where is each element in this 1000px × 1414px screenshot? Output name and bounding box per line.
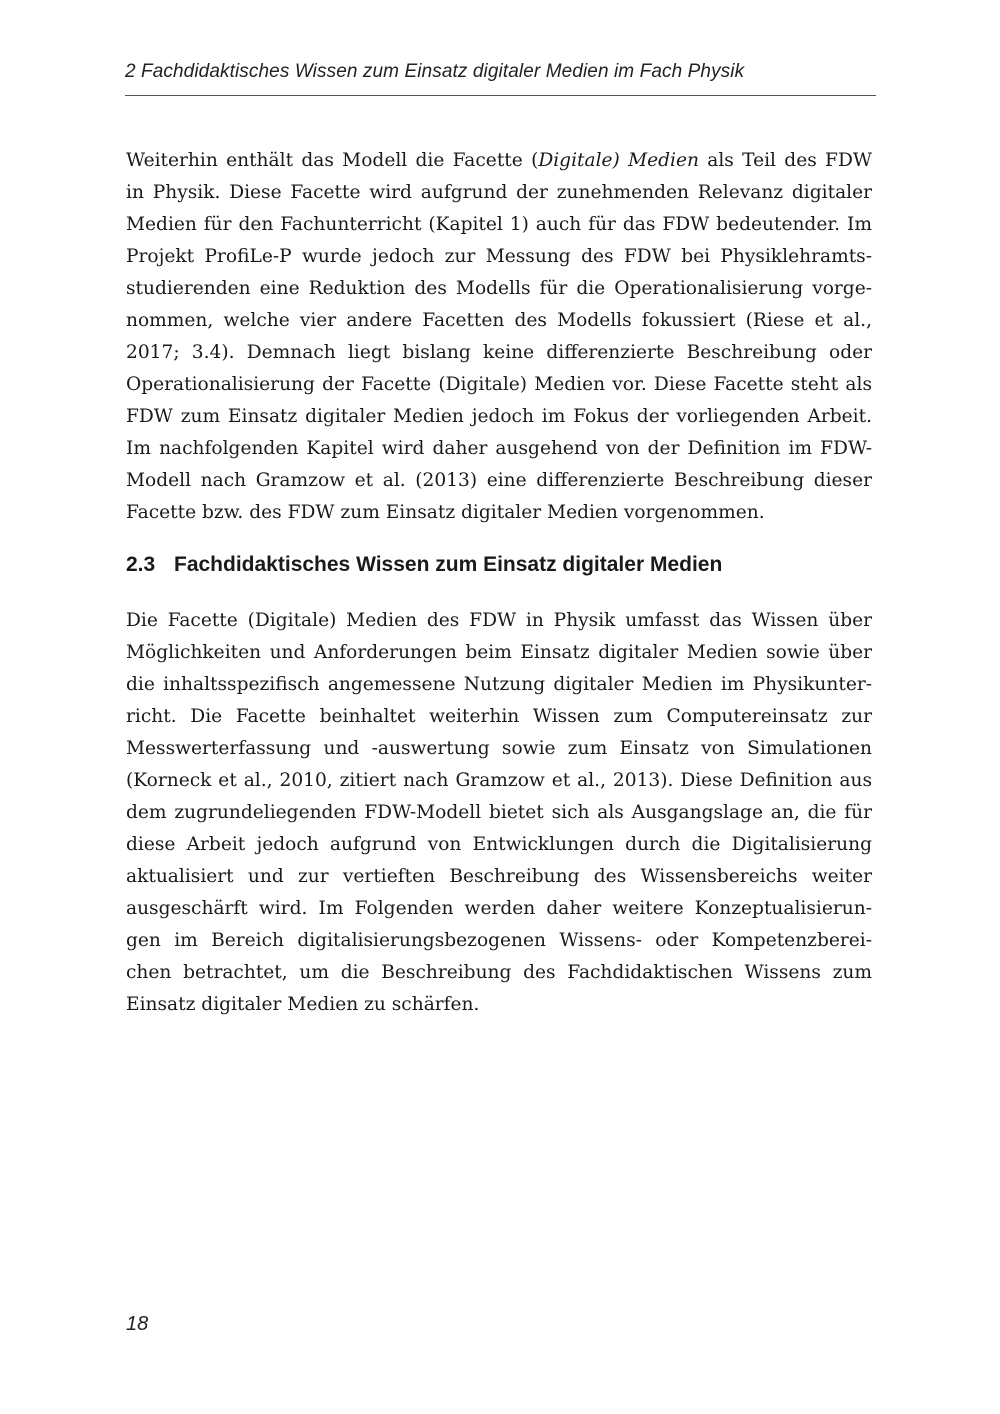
section-number: 2.3: [126, 553, 156, 576]
running-header: [125, 60, 876, 96]
paragraph-line: die inhaltsspezifisch angemessene Nutzung digitaler Medien im Physikunter-: [126, 674, 872, 695]
paragraph-line: Die Facette (Digitale) Medien des FDW in Physik umfasst das Wissen über: [126, 610, 872, 631]
paragraph-line: ausgeschärft wird. Im Folgenden werden daher weitere Konzeptualisierun-: [126, 898, 872, 919]
running-header-title: 2 Fachdidaktisches Wissen zum Einsatz digitaler Medien im Fach Physik: [125, 61, 745, 82]
paragraph-line: dem zugrundeliegenden FDW-Modell bietet sich als Ausgangslage an, die für: [126, 802, 872, 823]
paragraph-line: (Korneck et al., 2010, zitiert nach Gramzow et al., 2013). Diese Definition aus: [126, 770, 872, 791]
section-heading: [126, 551, 722, 579]
paragraph-line: 2017; 3.4). Demnach liegt bislang keine differenzierte Beschreibung oder: [126, 342, 872, 363]
paragraph-line: nommen, welche vier andere Facetten des Modells fokussiert (Riese et al.,: [126, 310, 872, 331]
page-number: 18: [126, 1313, 149, 1335]
body-paragraph-2: [126, 605, 872, 1021]
body-paragraph-1: [126, 145, 872, 529]
paragraph-line: diese Arbeit jedoch aufgrund von Entwicklungen durch die Digitalisierung: [126, 834, 872, 855]
paragraph-line: Einsatz digitaler Medien zu schärfen.: [126, 994, 480, 1015]
italic-term: Digitale) Medien: [538, 150, 699, 171]
paragraph-line: aktualisiert und zur vertieften Beschreibung des Wissensbereichs weiter: [126, 866, 872, 887]
paragraph-line: studierenden eine Reduktion des Modells für die Operationalisierung vorge-: [126, 278, 872, 299]
paragraph-line: FDW zum Einsatz digitaler Medien jedoch im Fokus der vorliegenden Arbeit.: [126, 406, 872, 427]
paragraph-line: Medien für den Fachunterricht (Kapitel 1) auch für das FDW bedeutender. Im: [126, 214, 872, 235]
paragraph-line: gen im Bereich digitalisierungsbezogenen Wissens- oder Kompetenzberei-: [126, 930, 872, 951]
paragraph-line: Messwerterfassung und -auswertung sowie zum Einsatz von Simulationen: [126, 738, 872, 759]
paragraph-line: richt. Die Facette beinhaltet weiterhin Wissen zum Computereinsatz zur: [126, 706, 872, 727]
paragraph-line: [126, 145, 872, 177]
paragraph-line: in Physik. Diese Facette wird aufgrund der zunehmenden Relevanz digitaler: [126, 182, 872, 203]
line-segment: Weiterhin enthält das Modell die Facette (: [126, 150, 539, 171]
paragraph-line: chen betrachtet, um die Beschreibung des Fachdidaktischen Wissens zum: [126, 962, 872, 983]
line-segment: als Teil des FDW: [698, 150, 872, 171]
paragraph-line: Möglichkeiten und Anforderungen beim Einsatz digitaler Medien sowie über: [126, 642, 872, 663]
paragraph-line: Projekt ProfiLe-P wurde jedoch zur Messung des FDW bei Physiklehramts-: [126, 246, 872, 267]
paragraph-line: Im nachfolgenden Kapitel wird daher ausgehend von der Definition im FDW-: [126, 438, 872, 459]
paragraph-line: Operationalisierung der Facette (Digitale) Medien vor. Diese Facette steht als: [126, 374, 872, 395]
paragraph-line: Facette bzw. des FDW zum Einsatz digitaler Medien vorgenommen.: [126, 502, 765, 523]
section-title: Fachdidaktisches Wissen zum Einsatz digitaler Medien: [174, 553, 723, 576]
paragraph-line: Modell nach Gramzow et al. (2013) eine differenzierte Beschreibung dieser: [126, 470, 872, 491]
